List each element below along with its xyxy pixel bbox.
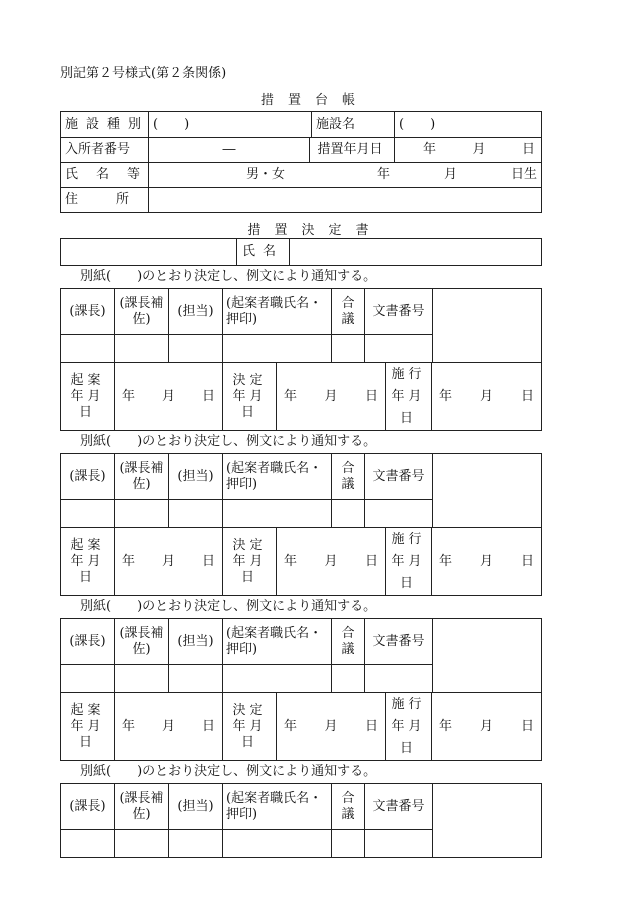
date-day: 日	[520, 388, 534, 404]
doc-number-cell[interactable]	[365, 665, 433, 693]
drafted-date-label: 起案年月日	[61, 693, 115, 761]
notice-text: 別紙( )のとおり決定し、例文により通知する。	[80, 434, 377, 449]
doc-number-field[interactable]	[433, 784, 542, 858]
consultation-header: 合議	[332, 619, 365, 665]
decided-date-label: 決定年月日	[223, 528, 277, 596]
deputy-chief-seal[interactable]	[115, 830, 169, 858]
date-month: 月	[161, 388, 175, 404]
consultation-seal[interactable]	[332, 830, 365, 858]
in-charge-header: (担当)	[169, 289, 223, 335]
decided-date-field[interactable]	[277, 528, 386, 596]
drafted-date-label: 起案年月日	[61, 528, 115, 596]
decision-blank-cell	[61, 239, 237, 266]
approval-table	[60, 783, 542, 858]
decision-name-field[interactable]	[290, 239, 542, 266]
consultation-header: 合議	[332, 454, 365, 500]
doc-number-header: 文書番号	[365, 784, 433, 830]
drafter-header: (起案者職氏名・押印)	[223, 289, 332, 335]
birth-date-day: 日生	[511, 167, 538, 182]
decision-name-label-text: 氏名	[241, 244, 284, 259]
address-label-text: 住所	[65, 192, 168, 207]
notice-text: 別紙( )のとおり決定し、例文により通知する。	[80, 599, 377, 614]
address-label	[61, 188, 168, 213]
date-day: 日	[201, 388, 215, 404]
enforced-date-field[interactable]	[432, 528, 542, 596]
doc-number-cell[interactable]	[365, 335, 433, 363]
doc-number-header: 文書番号	[365, 289, 433, 335]
placement-date-label: 措置年月日	[310, 138, 395, 163]
placement-date-year: 年	[423, 142, 437, 157]
drafter-seal[interactable]	[223, 665, 332, 693]
deputy-chief-header: (課長補佐)	[115, 619, 169, 665]
deputy-chief-seal[interactable]	[115, 665, 169, 693]
in-charge-seal[interactable]	[169, 335, 223, 363]
doc-number-header: 文書番号	[365, 619, 433, 665]
in-charge-header: (担当)	[169, 784, 223, 830]
date-table	[60, 692, 542, 761]
section-chief-seal[interactable]	[61, 830, 115, 858]
drafter-seal[interactable]	[223, 500, 332, 528]
consultation-seal[interactable]	[332, 335, 365, 363]
enforced-date-field[interactable]	[432, 363, 542, 431]
doc-number-cell[interactable]	[365, 500, 433, 528]
name-label-text	[65, 167, 159, 183]
doc-number-cell[interactable]	[365, 830, 433, 858]
date-year: 年	[122, 718, 136, 734]
deputy-chief-header: (課長補佐)	[115, 784, 169, 830]
placement-date-day: 日	[522, 142, 536, 157]
deputy-chief-seal[interactable]	[115, 500, 169, 528]
decision-name-label	[237, 239, 290, 266]
approval-table	[60, 453, 542, 528]
placement-date-month: 月	[472, 142, 486, 157]
drafter-header: (起案者職氏名・押印)	[223, 454, 332, 500]
approval-table	[60, 288, 542, 363]
decision-title: 措置決定書	[247, 223, 383, 238]
deputy-chief-header: (課長補佐)	[115, 289, 169, 335]
date-month: 月	[324, 553, 338, 569]
consultation-header: 合議	[332, 784, 365, 830]
drafter-seal[interactable]	[223, 830, 332, 858]
gender-options[interactable]: 男・女	[245, 167, 285, 182]
date-day: 日	[364, 388, 378, 404]
decided-date-field[interactable]	[277, 693, 386, 761]
drafter-header: (起案者職氏名・押印)	[223, 784, 332, 830]
date-day: 日	[201, 553, 215, 569]
date-month: 月	[161, 553, 175, 569]
date-day: 日	[520, 718, 534, 734]
date-day: 日	[364, 553, 378, 569]
decided-date-label: 決定年月日	[223, 363, 277, 431]
address-field[interactable]	[149, 188, 542, 213]
name-label-chars: 氏名等	[65, 167, 159, 182]
date-month: 月	[324, 718, 338, 734]
facility-type-field[interactable]: ( )	[149, 112, 312, 138]
name-gender-birth-field[interactable]	[149, 163, 542, 188]
consultation-seal[interactable]	[332, 500, 365, 528]
notice-text: 別紙( )のとおり決定し、例文により通知する。	[80, 269, 377, 284]
in-charge-seal[interactable]	[169, 830, 223, 858]
drafted-date-field[interactable]	[115, 693, 223, 761]
section-chief-seal[interactable]	[61, 500, 115, 528]
drafter-seal[interactable]	[223, 335, 332, 363]
enforced-date-field[interactable]	[432, 693, 542, 761]
date-year: 年	[284, 553, 298, 569]
decided-date-field[interactable]	[277, 363, 386, 431]
date-year: 年	[439, 553, 453, 569]
date-month: 月	[479, 553, 493, 569]
name-label	[61, 163, 159, 188]
consultation-header: 合議	[332, 289, 365, 335]
enforced-date-label: 施行年月日	[386, 528, 432, 596]
form-title: 措置台帳	[260, 93, 369, 108]
date-month: 月	[161, 718, 175, 734]
in-charge-header: (担当)	[169, 619, 223, 665]
decision-name-table	[60, 238, 542, 266]
date-year: 年	[439, 718, 453, 734]
date-day: 日	[201, 718, 215, 734]
enforced-date-label: 施行年月日	[386, 363, 432, 431]
deputy-chief-header: (課長補佐)	[115, 454, 169, 500]
facility-name-field[interactable]: ( )	[395, 112, 542, 138]
in-charge-header: (担当)	[169, 454, 223, 500]
date-year: 年	[284, 388, 298, 404]
date-day: 日	[520, 553, 534, 569]
consultation-seal[interactable]	[332, 665, 365, 693]
drafted-date-field[interactable]	[115, 528, 223, 596]
form-header-note: 別記第２号様式(第２条関係)	[60, 66, 227, 81]
date-day: 日	[364, 718, 378, 734]
facility-type-label: 施設種別	[61, 112, 149, 138]
section-chief-header: (課長)	[61, 289, 115, 335]
date-year: 年	[122, 553, 136, 569]
birth-date-month: 月	[444, 167, 458, 182]
doc-number-field[interactable]	[433, 289, 542, 363]
date-year: 年	[284, 718, 298, 734]
doc-number-field[interactable]	[433, 619, 542, 693]
doc-number-header: 文書番号	[365, 454, 433, 500]
deputy-chief-seal[interactable]	[115, 335, 169, 363]
section-chief-header: (課長)	[61, 784, 115, 830]
date-table	[60, 527, 542, 596]
notice-text: 別紙( )のとおり決定し、例文により通知する。	[80, 764, 377, 779]
decided-date-label: 決定年月日	[223, 693, 277, 761]
date-year: 年	[122, 388, 136, 404]
placement-date-field[interactable]	[395, 138, 542, 163]
date-month: 月	[324, 388, 338, 404]
birth-date-year: 年	[377, 167, 391, 182]
drafter-header: (起案者職氏名・押印)	[223, 619, 332, 665]
section-chief-seal[interactable]	[61, 335, 115, 363]
date-table	[60, 362, 542, 431]
drafted-date-label: 起案年月日	[61, 363, 115, 431]
doc-number-field[interactable]	[433, 454, 542, 528]
approval-table	[60, 618, 542, 693]
date-month: 月	[479, 718, 493, 734]
section-chief-header: (課長)	[61, 454, 115, 500]
date-month: 月	[479, 388, 493, 404]
in-charge-seal[interactable]	[169, 665, 223, 693]
admission-no-label: 入所者番号	[61, 138, 149, 163]
drafted-date-field[interactable]	[115, 363, 223, 431]
section-chief-header: (課長)	[61, 619, 115, 665]
facility-name-label: 施設名	[312, 112, 395, 138]
admission-no-field[interactable]: ―	[149, 138, 310, 163]
section-chief-seal[interactable]	[61, 665, 115, 693]
in-charge-seal[interactable]	[169, 500, 223, 528]
enforced-date-label: 施行年月日	[386, 693, 432, 761]
date-year: 年	[439, 388, 453, 404]
register-table	[60, 111, 542, 213]
